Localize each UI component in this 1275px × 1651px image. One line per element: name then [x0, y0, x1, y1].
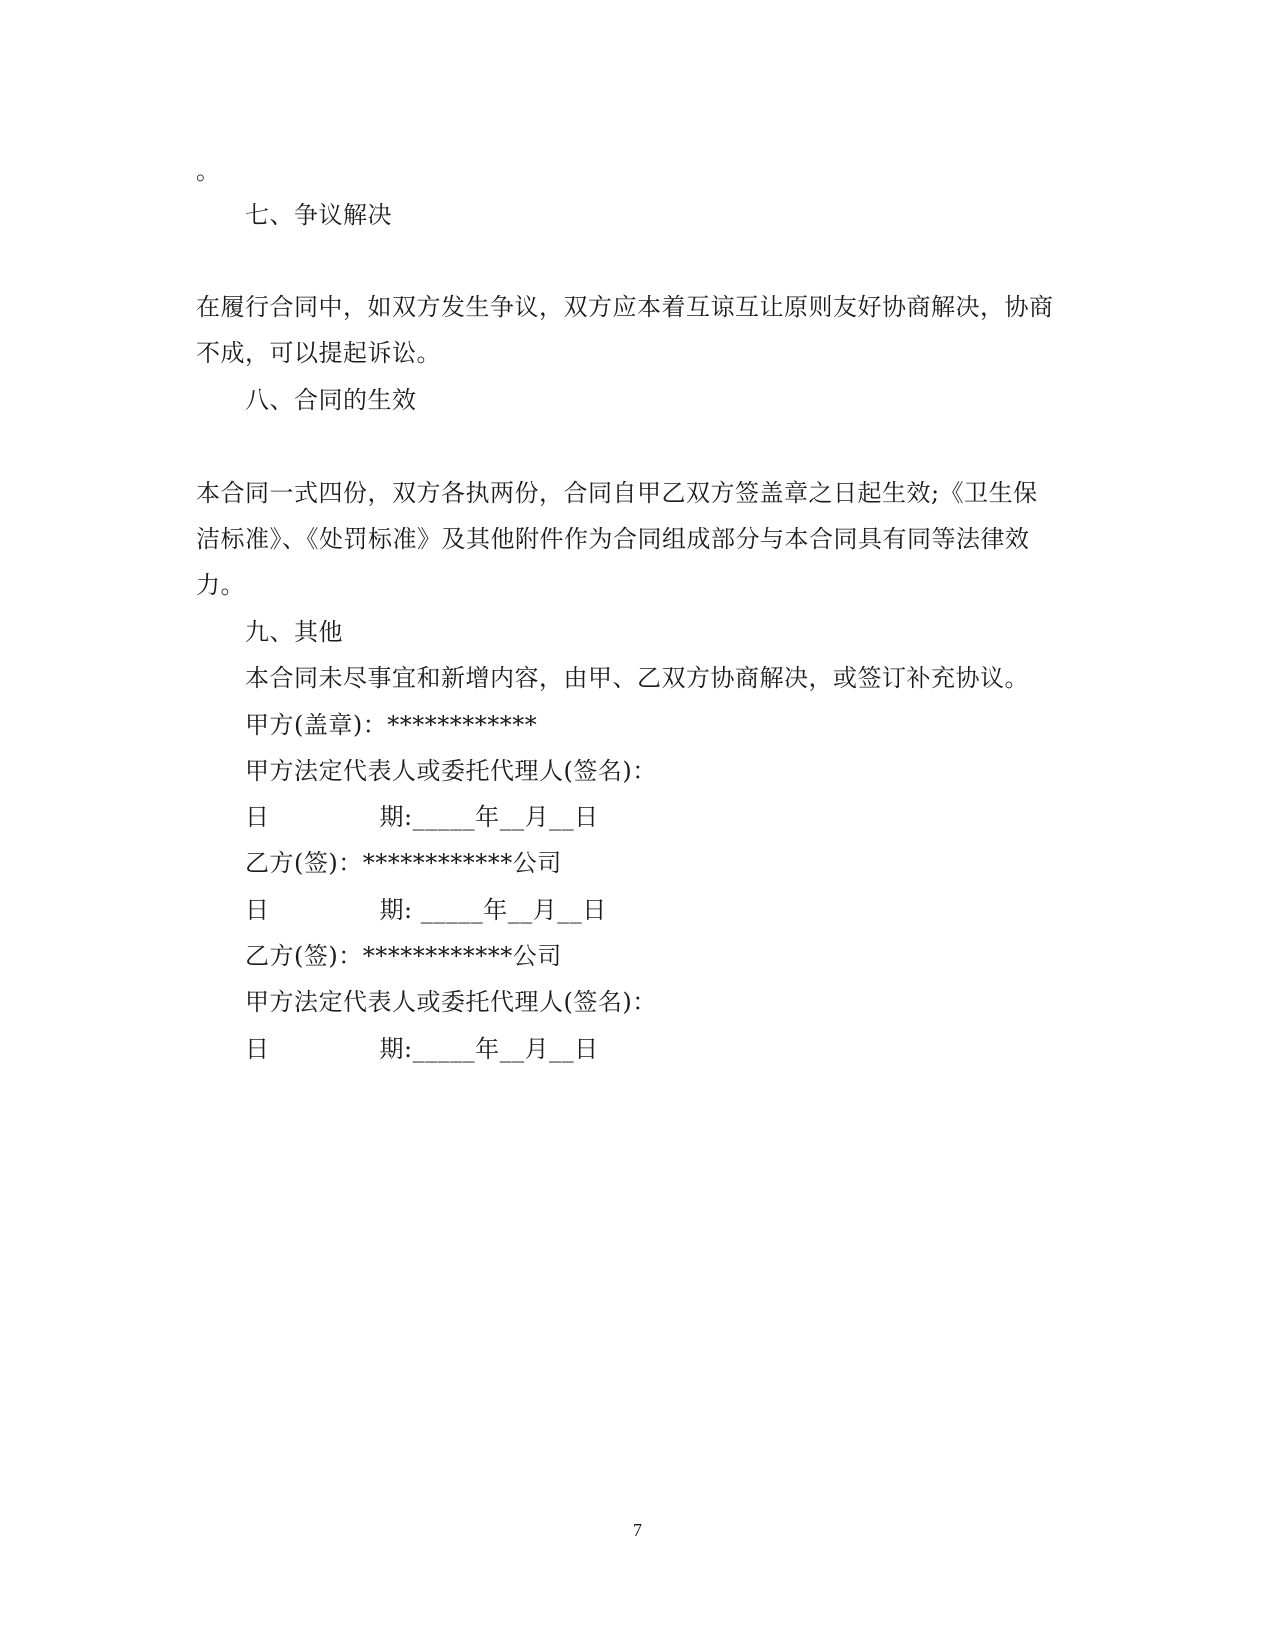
party-a-representative-line: 甲方法定代表人或委托代理人(签名)：: [245, 757, 657, 785]
section-8-heading: 八、合同的生效: [245, 386, 417, 414]
date-line-2: [245, 895, 607, 925]
section-8-body-line-1: 本合同一式四份，双方各执两份，合同自甲乙双方签盖章之日起生效;《卫生保: [196, 479, 1038, 507]
section-8-body-line-3: 力。: [196, 571, 245, 599]
section-8-body-line-2: 洁标准》、《处罚标准》及其他附件作为合同组成部分与本合同具有同等法律效: [196, 525, 1030, 553]
date-label: 日: [245, 803, 270, 831]
date-value: 期: _____年__月__日: [379, 896, 607, 924]
party-b-sign-line-2: 乙方(签)：************公司: [245, 942, 562, 970]
section-7-body-line-1: 在履行合同中，如双方发生争议，双方应本着互谅互让原则友好协商解决，协商: [196, 293, 1054, 321]
date-label: 日: [245, 1035, 270, 1063]
section-9-heading: 九、其他: [245, 618, 343, 646]
section-9-body: 本合同未尽事宜和新增内容，由甲、乙双方协商解决，或签订补充协议。: [245, 664, 1029, 692]
trailing-punctuation: 。: [196, 157, 221, 185]
party-a-seal-line: 甲方(盖章)：************: [245, 711, 538, 739]
date-value: 期:_____年__月__日: [379, 1035, 599, 1063]
date-label: 日: [245, 896, 270, 924]
party-b-sign-line-1: 乙方(签)：************公司: [245, 849, 562, 877]
party-a-representative-line-2: 甲方法定代表人或委托代理人(签名)：: [245, 988, 657, 1016]
section-7-body-line-2: 不成，可以提起诉讼。: [196, 339, 441, 367]
page-number: 7: [633, 1520, 642, 1540]
date-line-1: [245, 802, 599, 832]
date-value: 期:_____年__月__日: [379, 803, 599, 831]
date-line-3: [245, 1034, 599, 1064]
section-7-heading: 七、争议解决: [245, 201, 392, 229]
